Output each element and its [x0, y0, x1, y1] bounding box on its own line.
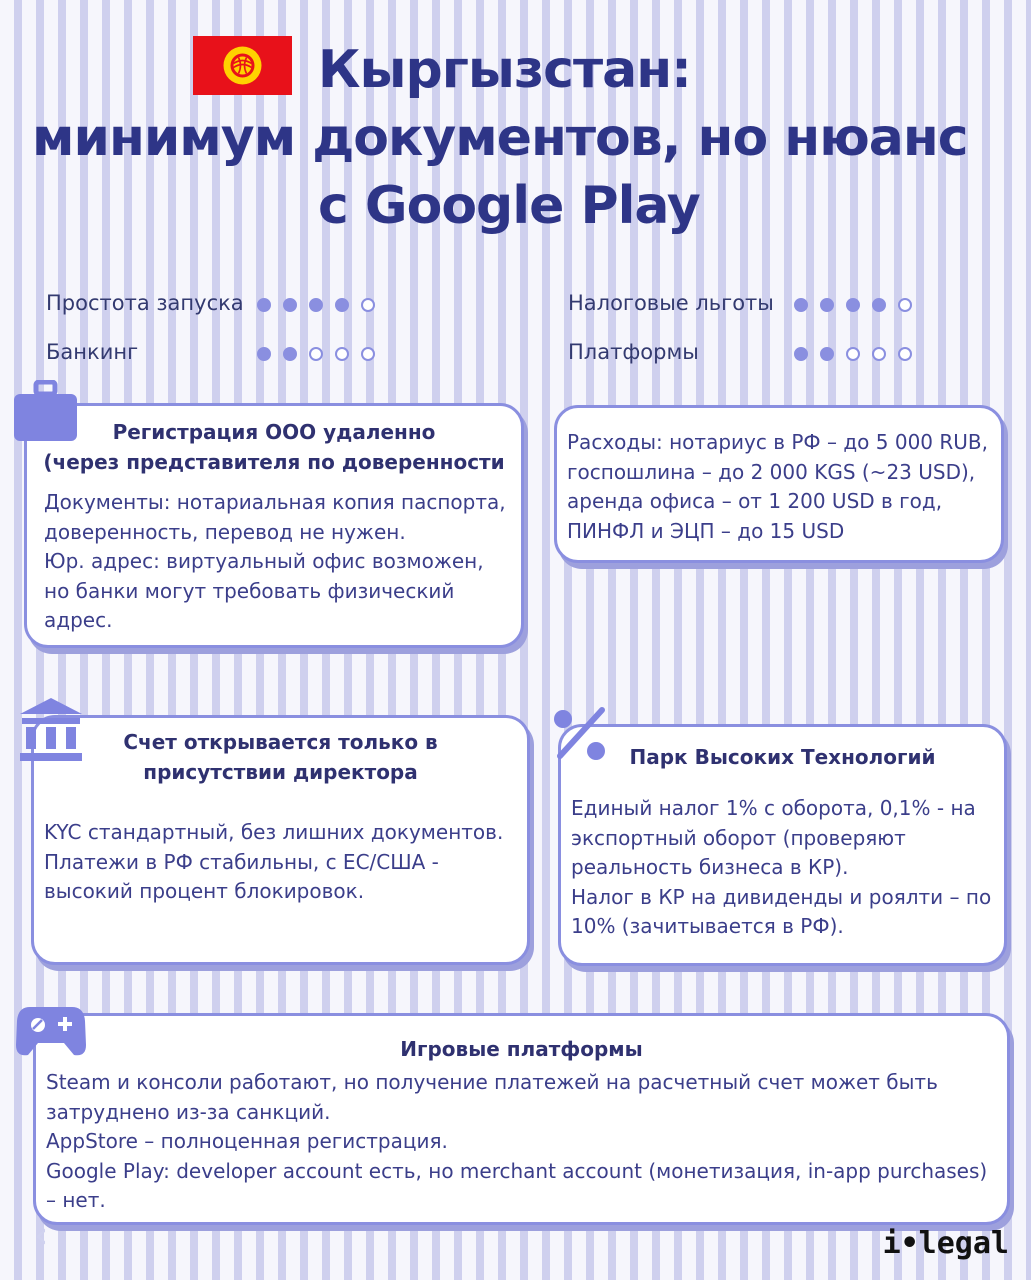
rating-dot-empty — [361, 298, 375, 312]
brand-logo: i•legal — [882, 1226, 1009, 1261]
registration-heading-1: Регистрация ООО удаленно — [112, 420, 436, 444]
rating-dot-filled — [283, 347, 297, 361]
title-line-3: с Google Play — [318, 176, 700, 236]
registration-card — [24, 403, 524, 648]
bank-card — [31, 715, 530, 965]
rating-dot-empty — [361, 347, 375, 361]
body-line: AppStore – полноценная регистрация. — [46, 1129, 448, 1153]
rating-dot-filled — [335, 298, 349, 312]
body-line: ПИНФЛ и ЭЦП – до 15 USD — [567, 518, 845, 543]
rating-dots — [257, 347, 375, 361]
body-line: аренда офиса – от 1 200 USD в год, — [567, 489, 943, 513]
bank-heading-2: присутствии директора — [143, 760, 418, 784]
games-body — [46, 1068, 987, 1216]
kyrgyz-flag-icon — [193, 36, 292, 95]
games-card — [33, 1013, 1010, 1225]
title-line-1: Кыргызстан: — [318, 40, 691, 100]
body-line: затруднено из-за санкций. — [46, 1099, 331, 1124]
body-line: Единый налог 1% с оборота, 0,1% - на — [571, 796, 976, 820]
body-line: Расходы: нотариус в РФ – до 5 000 RUB, — [567, 430, 988, 454]
rating-dot-filled — [794, 298, 808, 312]
body-line: Платежи в РФ стабильны, с ЕС/США - — [44, 849, 439, 874]
rating-label: Налоговые льготы — [568, 291, 774, 315]
rating-dot-filled — [846, 298, 860, 312]
body-line: Steam и консоли работают, но получение платежей на расчетный счет может быть — [46, 1070, 938, 1094]
hitech-heading: Парк Высоких Технологий — [629, 745, 936, 769]
body-line: Документы: нотариальная копия паспорта, — [44, 490, 506, 514]
rating-dots — [794, 347, 912, 361]
registration-body — [44, 488, 506, 636]
rating-dot-empty — [898, 347, 912, 361]
title-line-2: минимум документов, но нюанс — [32, 108, 968, 168]
rating-dot-filled — [820, 298, 834, 312]
rating-dot-filled — [257, 298, 271, 312]
body-line: 10% (зачитывается в РФ). — [571, 914, 844, 938]
rating-dots — [794, 298, 912, 312]
bank-heading-1: Счет открывается только в — [123, 730, 438, 754]
rating-dot-filled — [872, 298, 886, 312]
body-line: но банки могут требовать физический — [44, 578, 455, 603]
rating-dot-filled — [257, 347, 271, 361]
rating-dot-empty — [846, 347, 860, 361]
body-line: – нет. — [46, 1188, 106, 1212]
body-line: экспортный оборот (проверяют — [571, 825, 906, 850]
rating-dots — [257, 298, 375, 312]
games-heading: Игровые платформы — [400, 1037, 643, 1061]
body-line: KYC стандартный, без лишних документов. — [44, 820, 504, 844]
body-line: Google Play: developer account есть, но merchant account (монетизация, in-app purchases) — [46, 1158, 988, 1183]
rating-dot-filled — [820, 347, 834, 361]
chevron-left-icon[interactable]: ‹ — [34, 1215, 49, 1256]
bank-icon — [20, 698, 82, 762]
rating-dot-empty — [898, 298, 912, 312]
body-line: высокий процент блокировок. — [44, 879, 365, 903]
hitech-body — [571, 794, 991, 942]
briefcase-icon — [14, 380, 77, 442]
registration-heading-2: (через представителя по доверенности — [43, 450, 505, 474]
rating-dot-filled — [794, 347, 808, 361]
hitech-card — [558, 724, 1007, 966]
rating-dot-empty — [872, 347, 886, 361]
rating-dot-filled — [283, 298, 297, 312]
body-line: реальность бизнеса в КР). — [571, 855, 849, 879]
body-line: доверенность, перевод не нужен. — [44, 519, 406, 544]
rating-label: Простота запуска — [46, 291, 244, 315]
rating-label: Банкинг — [46, 340, 139, 364]
body-line: Налог в КР на дивиденды и роялти – по — [571, 884, 992, 909]
body-line: Юр. адрес: виртуальный офис возможен, — [44, 549, 484, 573]
bank-body — [44, 818, 503, 907]
rating-dot-empty — [335, 347, 349, 361]
rating-label: Платформы — [568, 340, 699, 364]
rating-dot-empty — [309, 347, 323, 361]
expenses-body — [567, 428, 988, 546]
rating-dot-filled — [309, 298, 323, 312]
gamepad-icon — [16, 1005, 86, 1057]
body-line: госпошлина – до 2 000 KGS (~23 USD), — [567, 459, 976, 484]
percent-icon — [552, 706, 608, 762]
body-line: адрес. — [44, 608, 113, 632]
expenses-card — [554, 405, 1004, 563]
